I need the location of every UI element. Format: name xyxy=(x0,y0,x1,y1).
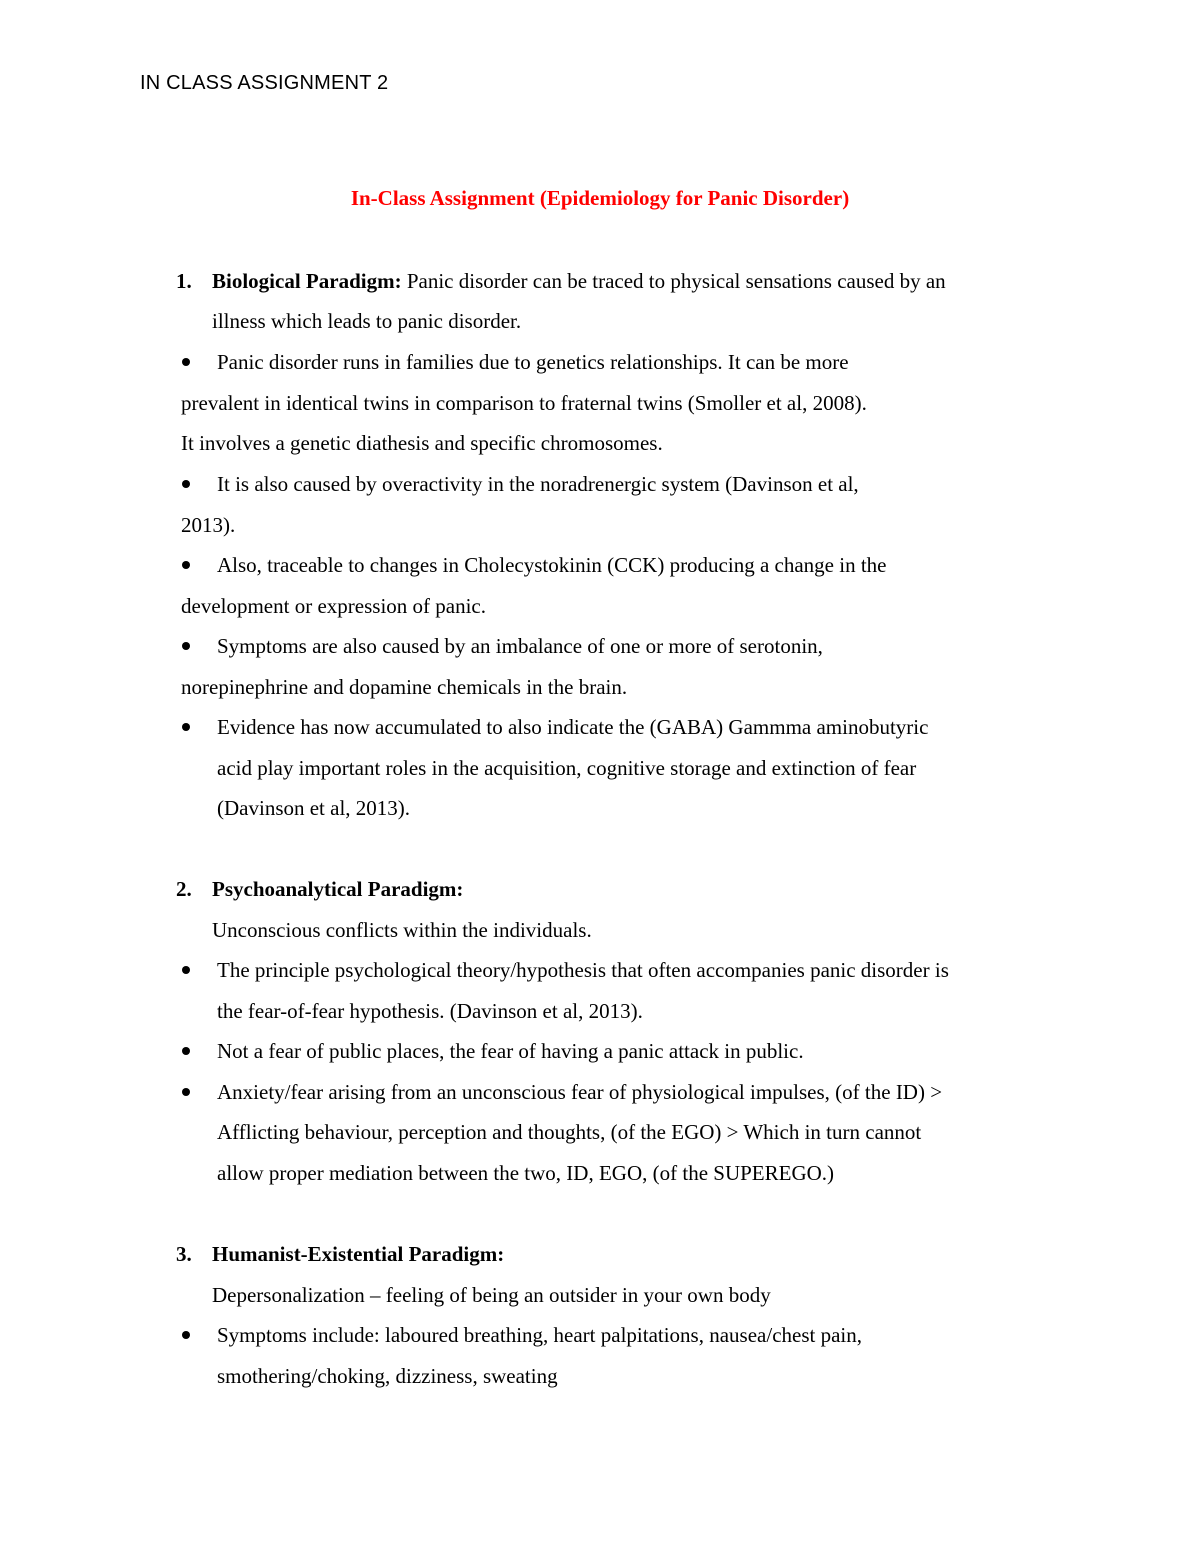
bullet-text: Anxiety/fear arising from an unconscious fear of physiological impulses, (of the ID) > xyxy=(217,1080,943,1104)
bullet-icon xyxy=(182,1088,190,1096)
bullet-icon xyxy=(182,1047,190,1055)
bullet-text: The principle psychological theory/hypothesis that often accompanies panic disorder is xyxy=(217,958,949,982)
bullet-text: development or expression of panic. xyxy=(181,594,486,618)
section-intro: Unconscious conflicts within the individuals. xyxy=(212,918,592,942)
section-heading xyxy=(212,1240,504,1268)
bullet-text: It is also caused by overactivity in the noradrenergic system (Davinson et al, xyxy=(217,472,859,496)
bullet-text: allow proper mediation between the two, ID, EGO, (of the SUPEREGO.) xyxy=(217,1161,835,1185)
bullet-text: Afflicting behaviour, perception and thoughts, (of the EGO) > Which in turn cannot xyxy=(217,1120,922,1144)
bullet-icon xyxy=(182,358,190,366)
section-intro: Panic disorder can be traced to physical sensations caused by an xyxy=(406,269,946,293)
bullet-text: Panic disorder runs in families due to genetics relationships. It can be more xyxy=(217,350,849,374)
document-title: In-Class Assignment (Epidemiology for Panic Disorder) xyxy=(350,186,850,210)
bullet-text: norepinephrine and dopamine chemicals in the brain. xyxy=(181,675,628,699)
page-header: IN CLASS ASSIGNMENT 2 xyxy=(140,72,389,94)
bullet-icon xyxy=(182,1331,190,1339)
bullet-text: Not a fear of public places, the fear of having a panic attack in public. xyxy=(217,1039,804,1063)
bullet-icon xyxy=(182,723,190,731)
section-number: 2. xyxy=(176,877,192,901)
section-heading-text: Humanist-Existential Paradigm: xyxy=(212,1242,505,1266)
section-heading xyxy=(212,875,463,903)
bullet-text: smothering/choking, dizziness, sweating xyxy=(217,1364,558,1388)
section-intro: Depersonalization – feeling of being an outsider in your own body xyxy=(212,1283,771,1307)
section-number: 1. xyxy=(176,269,192,293)
bullet-text: Evidence has now accumulated to also indicate the (GABA) Gammma aminobutyric xyxy=(217,715,929,739)
section-1-line xyxy=(212,267,946,295)
bullet-icon xyxy=(182,642,190,650)
bullet-text: Symptoms include: laboured breathing, heart palpitations, nausea/chest pain, xyxy=(217,1323,863,1347)
bullet-text: (Davinson et al, 2013). xyxy=(217,796,411,820)
bullet-text: Symptoms are also caused by an imbalance of one or more of serotonin, xyxy=(217,634,823,658)
bullet-text: 2013). xyxy=(181,513,236,537)
section-intro-continued: illness which leads to panic disorder. xyxy=(212,309,522,333)
bullet-text: the fear-of-fear hypothesis. (Davinson et al, 2013). xyxy=(217,999,643,1023)
section-number: 3. xyxy=(176,1242,192,1266)
bullet-text: acid play important roles in the acquisition, cognitive storage and extinction of fear xyxy=(217,756,917,780)
bullet-text: It involves a genetic diathesis and specific chromosomes. xyxy=(181,431,663,455)
bullet-text: prevalent in identical twins in comparison to fraternal twins (Smoller et al, 2008). xyxy=(181,391,867,415)
bullet-icon xyxy=(182,480,190,488)
section-heading-text: Psychoanalytical Paradigm: xyxy=(212,877,464,901)
bullet-text: Also, traceable to changes in Cholecystokinin (CCK) producing a change in the xyxy=(217,553,887,577)
bullet-icon xyxy=(182,561,190,569)
bullet-icon xyxy=(182,966,190,974)
section-heading: Biological Paradigm: xyxy=(212,269,402,293)
